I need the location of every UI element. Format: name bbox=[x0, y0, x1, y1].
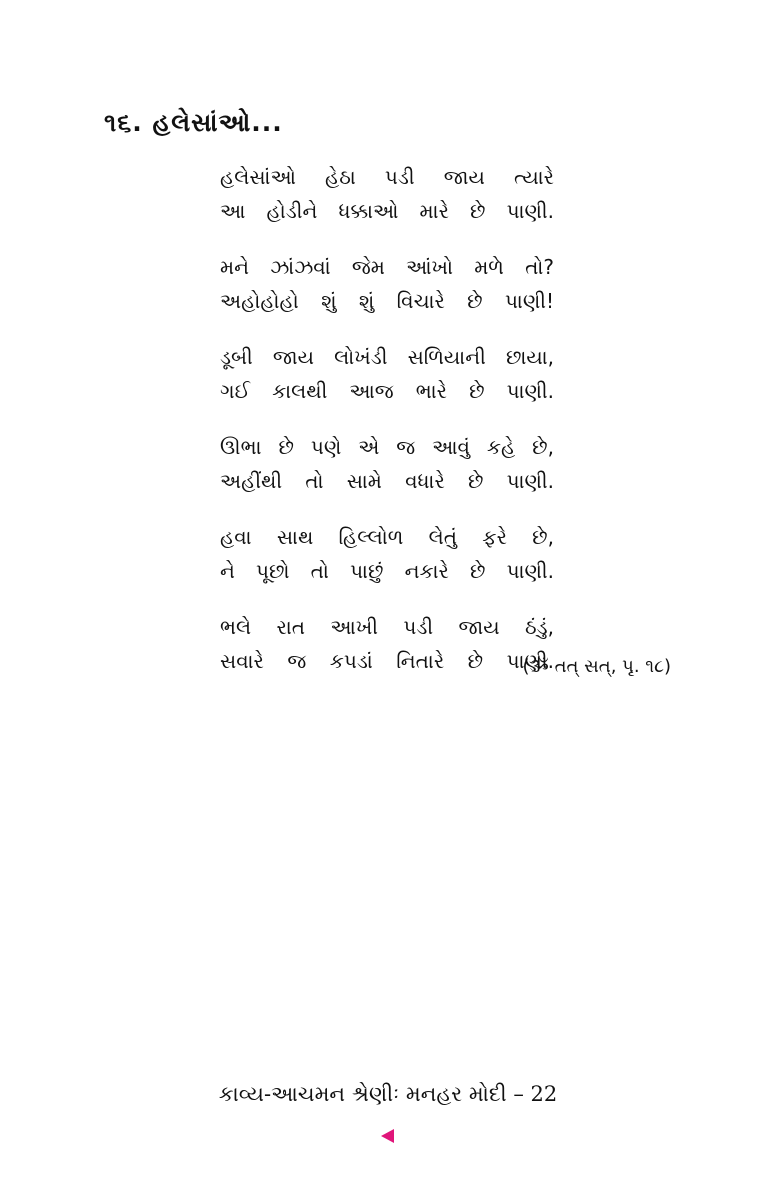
stanza bbox=[220, 430, 554, 498]
stanza bbox=[220, 250, 554, 318]
poem-line: અહીંથી તો સામે વધારે છે પાણી. bbox=[220, 469, 554, 493]
poem-line: અહોહોહો શું શું વિચારે છે પાણી! bbox=[220, 289, 554, 313]
poem-line: ભલે રાત આખી પડી જાય ઠંડું, bbox=[220, 615, 554, 639]
stanza bbox=[220, 610, 554, 678]
poem-line: હલેસાંઓ હેઠા પડી જાય ત્યારે bbox=[220, 165, 554, 189]
poem-line: ઊભા છે પણે એ જ આવું કહે છે, bbox=[220, 435, 554, 459]
poem-title: ૧૬. હલેસાંઓ... bbox=[104, 108, 283, 137]
poem-line: સવારે જ કપડાં નિતારે છે પાણી. bbox=[220, 649, 554, 673]
poem-line: હવા સાથ હિલ્લોળ લેતું ફરે છે, bbox=[220, 525, 554, 549]
poem-body bbox=[220, 160, 554, 700]
poem-line: મને ઝાંઝવાં જેમ આંખો મળે તો? bbox=[220, 255, 554, 279]
page-footer: કાવ્ય-આચમન શ્રેણીઃ મનહર મોદી – 22 bbox=[218, 1082, 558, 1106]
stanza bbox=[220, 340, 554, 408]
left-triangle-icon[interactable] bbox=[381, 1129, 394, 1143]
poem-source-citation: (ૐ તત્ સત્, પૃ. ૧૮) bbox=[522, 656, 671, 677]
poem-line: ગઈ કાલથી આજ ભારે છે પાણી. bbox=[220, 379, 554, 403]
poem-line: ડૂબી જાય લોખંડી સળિયાની છાયા, bbox=[220, 345, 554, 369]
poem-line: આ હોડીને ધક્કાઓ મારે છે પાણી. bbox=[220, 199, 554, 223]
stanza bbox=[220, 160, 554, 228]
stanza bbox=[220, 520, 554, 588]
poem-line: ને પૂછો તો પાછું નકારે છે પાણી. bbox=[220, 559, 554, 583]
